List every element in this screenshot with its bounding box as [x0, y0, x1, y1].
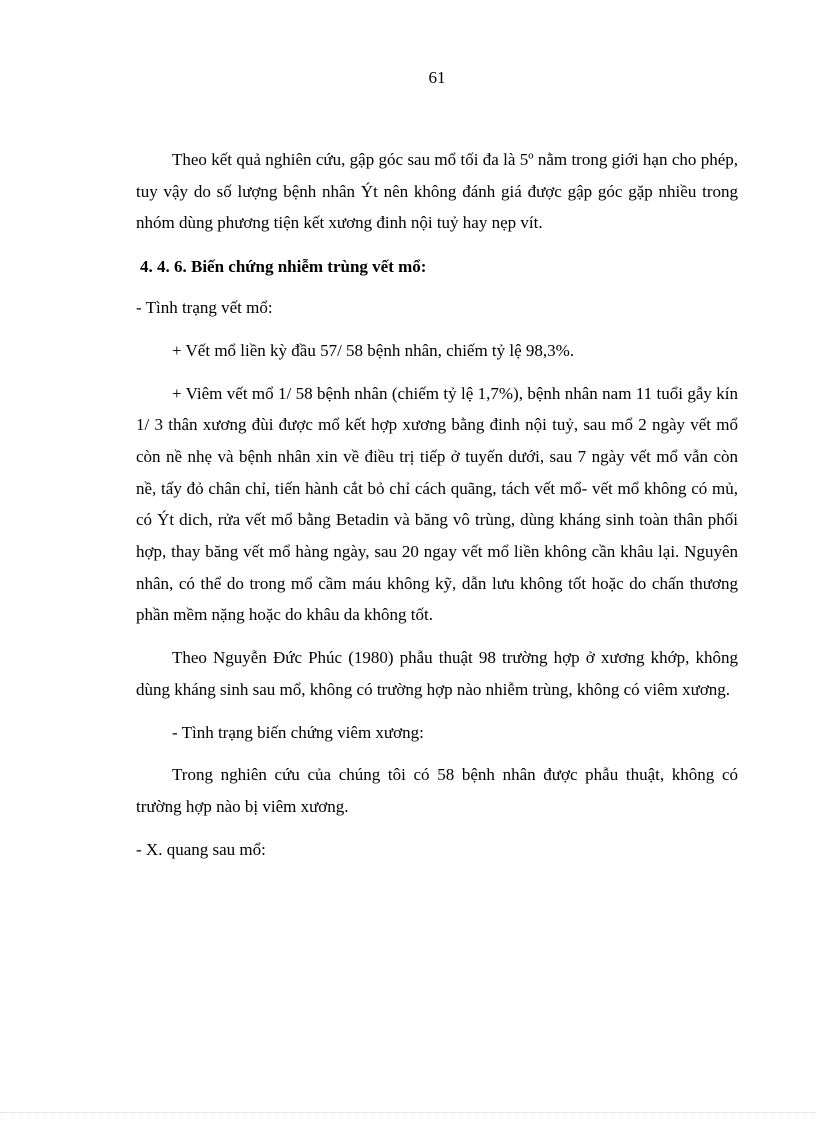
- paragraph-wound-healing: + Vết mổ liền kỳ đầu 57/ 58 bệnh nhân, chiếm tỷ lệ 98,3%.: [172, 340, 575, 360]
- section-heading: 4. 4. 6. Biến chứng nhiễm trùng vết mổ:: [140, 257, 427, 277]
- page-bottom-border: [0, 1112, 816, 1113]
- document-body: [136, 144, 738, 876]
- osteitis-status-label: - Tình trạng biến chứng viêm xương:: [172, 722, 424, 742]
- paragraph-nguyen-duc-phuc: Theo Nguyễn Đức Phúc (1980) phẫu thuật 98 trường hợp ở xương khớp, không dùng kháng sinh sau mổ, không có trường hợp nào nhiễm trùng, không có viêm xương.: [136, 648, 738, 699]
- wound-status-label: - Tình trạng vết mổ:: [136, 298, 273, 318]
- xray-label: - X. quang sau mổ:: [136, 839, 266, 859]
- paragraph-osteitis: Trong nghiên cứu của chúng tôi có 58 bệnh nhân được phẫu thuật, không có trường hợp nào bị viêm xương.: [136, 765, 738, 816]
- page-number: 61: [428, 68, 446, 87]
- paragraph-angulation: Theo kết quả nghiên cứu, gập góc sau mổ tối đa là 5º nằm trong giới hạn cho phép, tuy vậy do số lượng bệnh nhân Ýt nên không đánh giá được gập góc gặp nhiều trong nhóm dùng phương tiện kết xương đinh nội tuỷ hay nẹp vít.: [136, 150, 738, 233]
- paragraph-wound-infection: + Viêm vết mổ 1/ 58 bệnh nhân (chiếm tỷ lệ 1,7%), bệnh nhân nam 11 tuổi gẫy kín 1/ 3 thân xương đùi được mổ kết hợp xương bằng đinh nội tuỷ, sau mổ 2 ngày vết mổ còn nề nhẹ và bệnh nhân xin về điều trị tiếp ở tuyến dưới, sau 7 ngày vết mổ vẫn còn nề, tấy đỏ chân chỉ, tiến hành cắt bỏ chỉ cách quãng, tách vết mổ- vết mổ không có mủ, có Ýt dich, rửa vết mổ bằng Betadin và băng vô trùng, dùng kháng sinh toàn thân phối hợp, thay băng vết mổ hàng ngày, sau 20 ngay vết mổ liền không cần khâu lại. Nguyên nhân, có thể do trong mổ cầm máu không kỹ, dẫn lưu không tốt hoặc do chấn thương phần mềm nặng hoặc do khâu da không tốt.: [136, 383, 738, 625]
